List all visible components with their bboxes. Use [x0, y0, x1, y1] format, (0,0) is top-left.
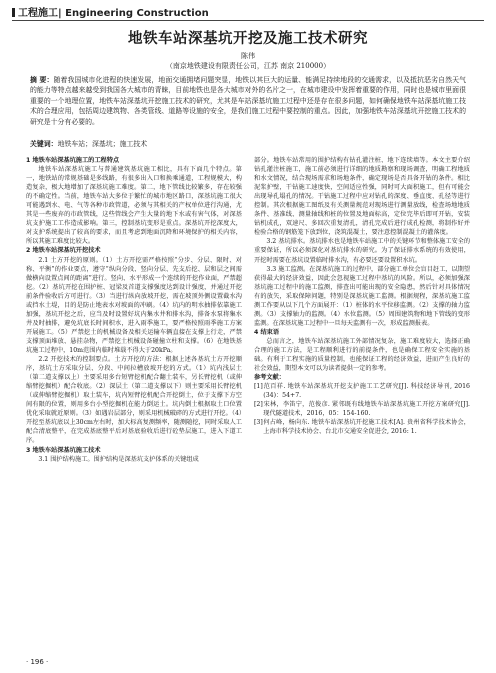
- section-heading: 2 地铁车站深基坑开挖技术: [26, 247, 101, 255]
- references-heading: 参考文献：: [254, 374, 285, 382]
- right-column: [254, 156, 470, 436]
- body-paragraph: 3.1 围护结构施工。围护结构是深基坑支护体系的关键组成: [38, 455, 199, 463]
- reference-text: 范百祥. 地铁车站深基坑开挖支护施工工艺研究[J]. 科技经济导刊, 2016 (34)：54+7.: [263, 383, 470, 400]
- section-header: [12, 4, 209, 18]
- reference-item: [254, 418, 470, 436]
- header-marker: [12, 8, 15, 17]
- keywords-text: 地铁车站；深基坑；施工技术: [57, 140, 148, 148]
- reference-number: [1]: [254, 383, 263, 391]
- body-paragraph: 3.2 基坑排水。基坑排水也是地铁车站施工中的关键环节和整体施工安全的重要保证，所以必须深化对基坑排水的研究。为了保证排水系统的有效使用，开挖时需要在基坑设置临时排水沟，有必要还要设置积水坑。: [254, 238, 471, 264]
- author: 陈伟: [241, 52, 255, 60]
- keywords-label: 关键词：: [30, 140, 58, 148]
- header-divider: [12, 20, 484, 21]
- body-paragraph: 3.3 施工监测。在深基坑施工的过程中，部分施工单位会盲目赶工，以期望获得最大的经济效益，因此会忽视施工过程中基坑的风险。所以，必须加强深基坑施工过程中的施工监测，排查出可能出现的安全隐患，然后针对具体情况有的放矢，采取保障问题，特别是深基坑施工监测。根据规程，深基坑施工监测工作要从以下几个方面展开：（1）桩体的水平位移监测。（2）支撑的轴力监测。（3）支撑轴力的监测。（4）水位监测。（5）周围建筑物和地下管线的变形监测。在深基坑施工过程中一旦每天监测有一次，形成监测报表。: [254, 265, 471, 327]
- reference-number: [3]: [254, 419, 263, 427]
- abstract: [30, 75, 466, 127]
- reference-item: [254, 382, 470, 400]
- left-column: [26, 156, 242, 464]
- body-paragraph: 总而言之，地铁车站深基坑施工外部情况复杂，施工难度较大，选择正确合理的施工方法，是工程顺利进行的前提条件，也是确保工程安全实施的基础。有利于工程实施的质量控制，也能保证工程的经济效益，进而产生良好的社会效益，期望本文可以为读者提供一定的参考。: [254, 337, 470, 373]
- body-paragraph: 部分。地铁车站常用的围护结构有钻孔灌注桩、地下连续墙等。本文主要介绍钻孔灌注桩施工，施工前必须进行详细的地质勘察和现场调查，明确工程地质和水文情况，结合现场需求和场地条件，确定现场是否具备开钻的条件。相比泥浆护壁，干钻施工速度快，空间适应性强，同时可大面积施工，但有可能会出现导孔塌孔的情况。干钻施工过程中应对钻孔的深度、垂直度、孔径等进行控制。其次根据施工图纸及有关测量规范对现场进行测量放线，检查场地地质条件、基准线、测量轴线和桩的位置及地面标高，定位完毕后即可开钻，安装钻机成孔，双速尺、多回次重复清孔，清孔完成后进行成孔检测，将制作好并检验合格的钢筋笼下放到位，浇筑混凝土，要注意控制混凝土的灌落度。: [254, 157, 470, 237]
- reference-number: [2]: [254, 401, 263, 409]
- keywords: [30, 139, 466, 149]
- reference-text: 何占峰，杨向东. 地铁车站深基坑开挖施工技术[A]. 贵州省科学技术协会，上海市科学技术协会、台北市交通安全促进会, 2016: 1.: [263, 419, 470, 436]
- page-number: · 196 ·: [26, 658, 49, 666]
- body-paragraph: 地铁车站深基坑施工与普通建筑基坑施工相比，具有下面几个特点。第一，地铁站的常规基础是多线路，有很多出入口和换乘通道，工程规模大，构造复杂，极大地增加了深基坑施工难度。第二，地下管线比较繁多，存在较强的不确定性。当前，地铁车站大多位于繁忙的城市地区路口，深基坑施工很大可能遇到水、电、气等各种市政管道，必须与其相关的产权单位进行沟通，尤其是一些废弃的市政管线，这些管线会产生大量的地下水或有害气体，对深基坑支护施工工作造成影响。第三，控制基坑变形是重点。深基坑开挖深度大，对支护系统提出了较高的要求，而且考虑到地面沉降和环境保护的相关内容，所以其施工难度比较大。: [26, 166, 242, 246]
- abstract-text: 随着我国城市化进程的快速发展，地面交通拥堵问题突显，地铁以其巨大的运量、能满足持续地段的交通需求，以及抵抗恶劣自然天气的能力等特点越来越受到我国各大城市的青睐，目前地铁也是各大城市对外的名片之一，在城市建设中发挥着重要的作用，同时也是城市里面很重要的一个地理位置，地铁车站深基坑开挖施工技术的研究，尤其是车站深基坑施工过程中还是存在很多问题，如何确保地铁车站深基坑施工技术的合理应用，包括周边建筑物、各类管线、道路等设施的安全，是我们施工过程中要控制的重点。因此，加强地铁车站深基坑开挖施工技术的研究是十分有必要的。: [30, 76, 466, 126]
- affiliation: （南京地铁建设有限责任公司，江苏 南京 210000）: [165, 62, 331, 70]
- paper-title: 地铁车站深基坑开挖及施工技术研究: [128, 31, 368, 47]
- reference-text: 宋林，李笛宁，范俊彦. 紧邻既有线地铁车站深基坑施工开挖方案研究[J]. 现代隧道技术，2016，05：154-160.: [263, 401, 470, 418]
- abstract-label: 摘 要：: [30, 76, 54, 84]
- section-heading: 3 地铁车站深基坑施工技术: [26, 446, 101, 454]
- body-paragraph: 2.1 土方开挖的原则。（1）土方开挖需严格按照“分步、分层、限时、对称、平衡”的作业要点，遵守“纵向分段、竖向分层、先支后挖、层和层之间需做横向设置点间的距离”进行。竖向、水平形成一个连续的开挖作业面，严禁超挖。（2）基坑开挖在围护桩、冠梁及首道支撑强度达到设计强度，并通过开挖前条件验收后方可进行。（3）当进行纵向放坡开挖，需在坡顶外侧设置截水沟或挡水土堤，目的是防止地表水对坡面的冲刷。（4）坑内的明水抽排依靠施工加强，基坑开挖之后，应当及时设置好坑内集水井和排水沟，排备水泵将集水井及时抽排，避免坑底长时间积水，进入雨季施工，要严格按照雨季施工方案开展施工。（5）严禁挖土的机械设备及相关运输车辆直接在支撑上行走，严禁支撑顶面堆放、悬挂杂物，严禁挖土机械设备碰撞立柱和支撑。（6）在地铁基坑施工过程中，10m范围内临时堆载不得大于20kPa。: [26, 256, 242, 354]
- section-header-text: 工程施工| Engineering Construction: [18, 8, 209, 19]
- section-heading: 4 结束语: [254, 328, 280, 336]
- reference-item: [254, 400, 470, 418]
- section-heading: 1 地铁车站深基坑施工的工程特点: [26, 157, 120, 164]
- body-paragraph: 2.2 开挖技术的控制要点。土方开挖的方法：根据上述各基坑土方开挖顺序，基坑土方采取分层、分段、中间拉槽放坡开挖的方式。（1）坑内浅层土（第二道支撑以上）主要采用多台短臂挖机配合翻土装车，另长臂挖机（或伸缩臂挖掘机）配合收底。（2）深层土（第二道支撑以下）则主要采用长臂挖机（或伸缩臂挖掘机）取土装车，坑内短臂挖机配合开挖倒土，位于支撑下方空间有限的位置，则用多台小型挖掘机在能力倒运土。坑内倒土根据取土口位置优化采取就近原则。（3）如遇岩层部分，则采用机械破碎的方式进行开挖。（4）开挖至基坑底以上30cm左右时，加大标高复测频率，随测随挖，同时采取人工配合清底整平，在完成基底整平后对基底验收后进行砼垫层施工，进入下道工序。: [26, 356, 242, 445]
